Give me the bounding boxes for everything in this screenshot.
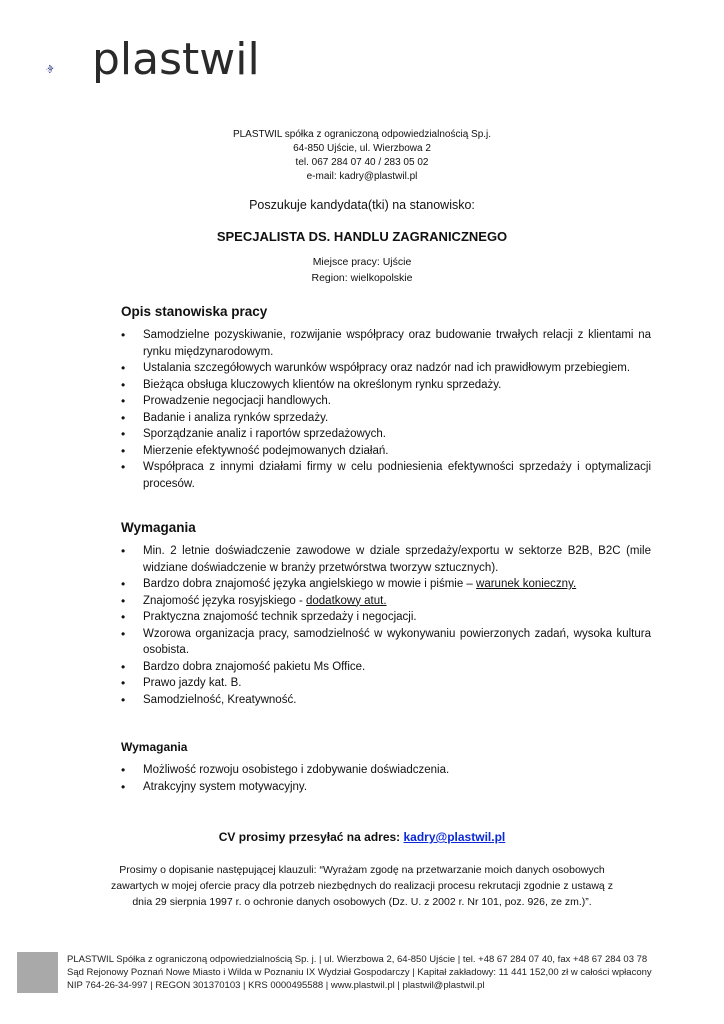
list-item: • Współpraca z innymi działami firmy w celu podniesienia efektywności sprzedaży i optymalizacji procesów. [121,459,651,492]
requirements-heading: Wymagania [121,520,196,535]
consent-clause: Prosimy o dopisanie następującej klauzuli: “Wyrażam zgodę na przetwarzanie moich danych osobowych zawartych w mojej ofercie pracy dla potrzeb niezbędnych do realizacji procesu rekrutacji zgodnie z ustawą z dnia 29 sierpnia 1997 r. o ochronie danych osobowych (Dz. U. z 2002 r. Nr 101, poz. 926, ze zm.)”. [111,864,613,908]
description-heading: Opis stanowiska pracy [121,304,268,319]
cv-email-link[interactable]: kadry@plastwil.pl [403,830,506,844]
offer-section [121,740,651,795]
list-item: • Praktyczna znajomość technik sprzedaży i negocjacji. [121,609,651,626]
company-name: PLASTWIL spółka z ograniczoną odpowiedzialnością Sp.j. [232,129,492,140]
list-item-emphasis: warunek konieczny. [476,578,577,590]
list-item: • Badanie i analiza rynków sprzedaży. [121,410,651,427]
company-phone: tel. 067 284 07 40 / 283 05 02 [295,157,429,168]
list-item: • Sporządzanie analiz i raportów sprzedażowych. [121,426,651,443]
logo-wordmark: plastwil [92,34,260,85]
footer-line-3: NIP 764-26-34-997 | REGON 301370103 | KRS 0000495588 | www.plastwil.pl | plastwil@plastwil.pl [67,980,485,991]
description-list [121,327,651,492]
offer-heading: Wymagania [121,740,188,754]
offer-list [121,762,651,795]
list-item-text: Znajomość języka rosyjskiego - [143,594,306,607]
list-item [121,593,651,610]
cv-instruction [0,830,724,844]
cv-text: CV prosimy przesyłać na adres: [218,830,404,844]
list-item: • Atrakcyjny system motywacyjny. [121,779,651,796]
job-location [0,254,724,286]
list-item: • Prowadzenie negocjacji handlowych. [121,393,651,410]
footer [67,953,707,992]
list-item: • Mierzenie efektywność podejmowanych działań. [121,443,651,460]
list-item: • Bardzo dobra znajomość pakietu Ms Office. [121,659,651,676]
seeking-text: Poszukuje kandydata(tki) na stanowisko: [249,198,475,212]
list-item: • Wzorowa organizacja pracy, samodzielność w wykonywaniu powierzonych zadań, wysoka kultura osobista. [121,626,651,659]
list-item: • Możliwość rozwoju osobistego i zdobywanie doświadczenia. [121,762,651,779]
workplace: Miejsce pracy: Ujście [312,256,412,268]
region: Region: wielkopolskie [311,272,413,284]
list-item-text: Bardzo dobra znajomość języka angielskiego w mowie i piśmie – [143,578,477,590]
list-item: • Prawo jazdy kat. B. [121,675,651,692]
list-item: • Samodzielność, Kreatywność. [121,692,651,709]
list-item: • Bieżąca obsługa kluczowych klientów na określonym rynku sprzedaży. [121,377,651,394]
job-title: SPECJALISTA DS. HANDLU ZAGRANICZNEGO [216,229,508,244]
company-header [0,128,724,184]
company-email: e-mail: kadry@plastwil.pl [306,171,418,182]
footer-square [17,952,58,993]
list-item: • Ustalania szczegółowych warunków współpracy oraz nadzór nad ich prawidłowym przebiegiem. [121,360,651,377]
list-item: • Samodzielne pozyskiwanie, rozwijanie współpracy oraz budowanie trwałych relacji z klientami na rynku międzynarodowym. [121,327,651,360]
requirements-list [121,543,651,708]
list-item: • Min. 2 letnie doświadczenie zawodowe w dziale sprzedaży/exportu w sektorze B2B, B2C (mile widziane doświadczenie w branży przetwórstwa tworzyw sztucznych). [121,543,651,576]
list-item-emphasis: dodatkowy atut. [305,594,387,607]
company-address: 64-850 Ujście, ul. Wierzbowa 2 [293,143,431,154]
plastwil-logo-mark [46,40,92,100]
footer-line-2: Sąd Rejonowy Poznań Nowe Miasto i Wilda w Poznaniu IX Wydział Gospodarczy | Kapitał zakładowy: 11 441 152,00 zł w całości wpłacony [67,967,652,978]
description-section [121,304,651,492]
list-item [121,576,651,593]
footer-line-1: PLASTWIL Spółka z ograniczoną odpowiedzialnością Sp. j. | ul. Wierzbowa 2, 64-850 Ujście | tel. +48 67 284 07 40, fax +48 67 284 03 78 [67,954,648,965]
requirements-section [121,520,651,708]
